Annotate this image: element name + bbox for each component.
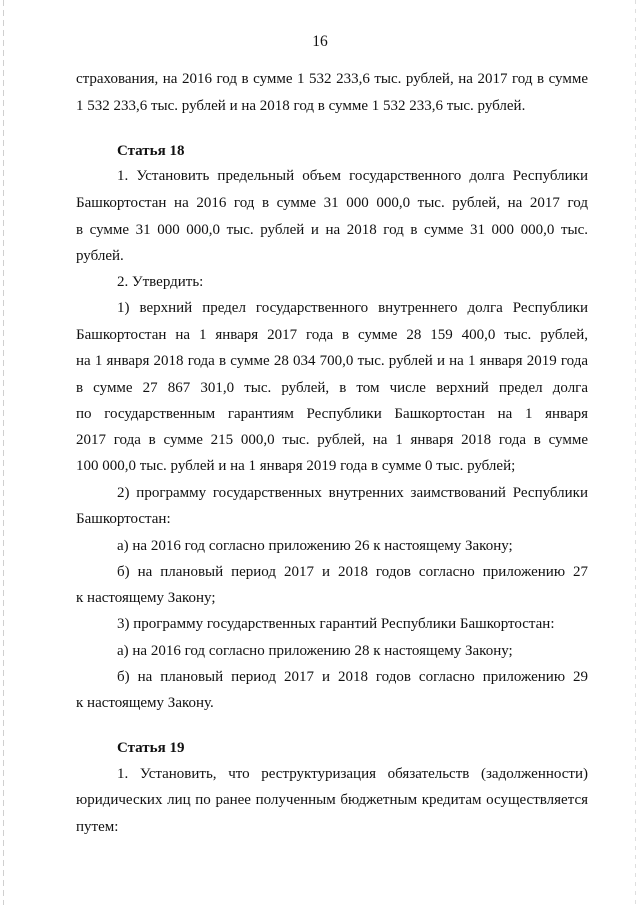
text-line: 100 000,0 тыс. рублей и на 1 января 2019 года в сумме 0 тыс. рублей;: [76, 458, 516, 474]
text-line: на 1 января 2018 года в сумме 28 034 700,0 тыс. рублей и на 1 января 2019 года: [76, 353, 588, 369]
text-line: а) на 2016 год согласно приложению 26 к настоящему Закону;: [117, 538, 513, 554]
scan-edge-left: [3, 0, 4, 905]
article-19-heading: Статья 19: [117, 740, 185, 756]
text-line: 3) программу государственных гарантий Республики Башкортостан:: [117, 616, 555, 632]
text-line: Башкортостан:: [76, 511, 171, 527]
text-line: юридических лиц по ранее полученным бюджетным кредитам осуществляется: [76, 792, 588, 808]
page-number: 16: [312, 33, 328, 50]
text-line: 1) верхний предел государственного внутреннего долга Республики: [117, 300, 588, 316]
text-line: путем:: [76, 819, 119, 835]
text-line: страхования, на 2016 год в сумме 1 532 233,6 тыс. рублей, на 2017 год в сумме: [76, 71, 588, 87]
text-line: Башкортостан на 1 января 2017 года в сумме 28 159 400,0 тыс. рублей,: [76, 327, 588, 343]
text-line: б) на плановый период 2017 и 2018 годов согласно приложению 27: [117, 564, 588, 580]
text-line: в сумме 31 000 000,0 тыс. рублей и на 2018 год в сумме 31 000 000,0 тыс.: [76, 222, 588, 238]
text-line: 1. Установить предельный объем государственного долга Республики: [117, 168, 588, 184]
text-line: 2) программу государственных внутренних заимствований Республики: [117, 485, 588, 501]
text-line: 1. Установить, что реструктуризация обязательств (задолженности): [117, 766, 588, 782]
text-line: по государственным гарантиям Республики Башкортостан на 1 января: [76, 406, 588, 422]
text-line: 1 532 233,6 тыс. рублей и на 2018 год в сумме 1 532 233,6 тыс. рублей.: [76, 98, 526, 114]
text-line: к настоящему Закону;: [76, 590, 216, 606]
text-line: 2017 года в сумме 215 000,0 тыс. рублей, на 1 января 2018 года в сумме: [76, 432, 588, 448]
text-line: б) на плановый период 2017 и 2018 годов согласно приложению 29: [117, 669, 588, 685]
text-line: к настоящему Закону.: [76, 695, 214, 711]
text-line: в сумме 27 867 301,0 тыс. рублей, в том числе верхний предел долга: [76, 380, 588, 396]
text-line: 2. Утвердить:: [117, 274, 204, 290]
text-line: Башкортостан на 2016 год в сумме 31 000 000,0 тыс. рублей, на 2017 год: [76, 195, 588, 211]
scan-edge-right: [635, 0, 636, 905]
article-18-heading: Статья 18: [117, 143, 185, 159]
text-line: рублей.: [76, 248, 124, 264]
text-line: а) на 2016 год согласно приложению 28 к настоящему Закону;: [117, 643, 513, 659]
